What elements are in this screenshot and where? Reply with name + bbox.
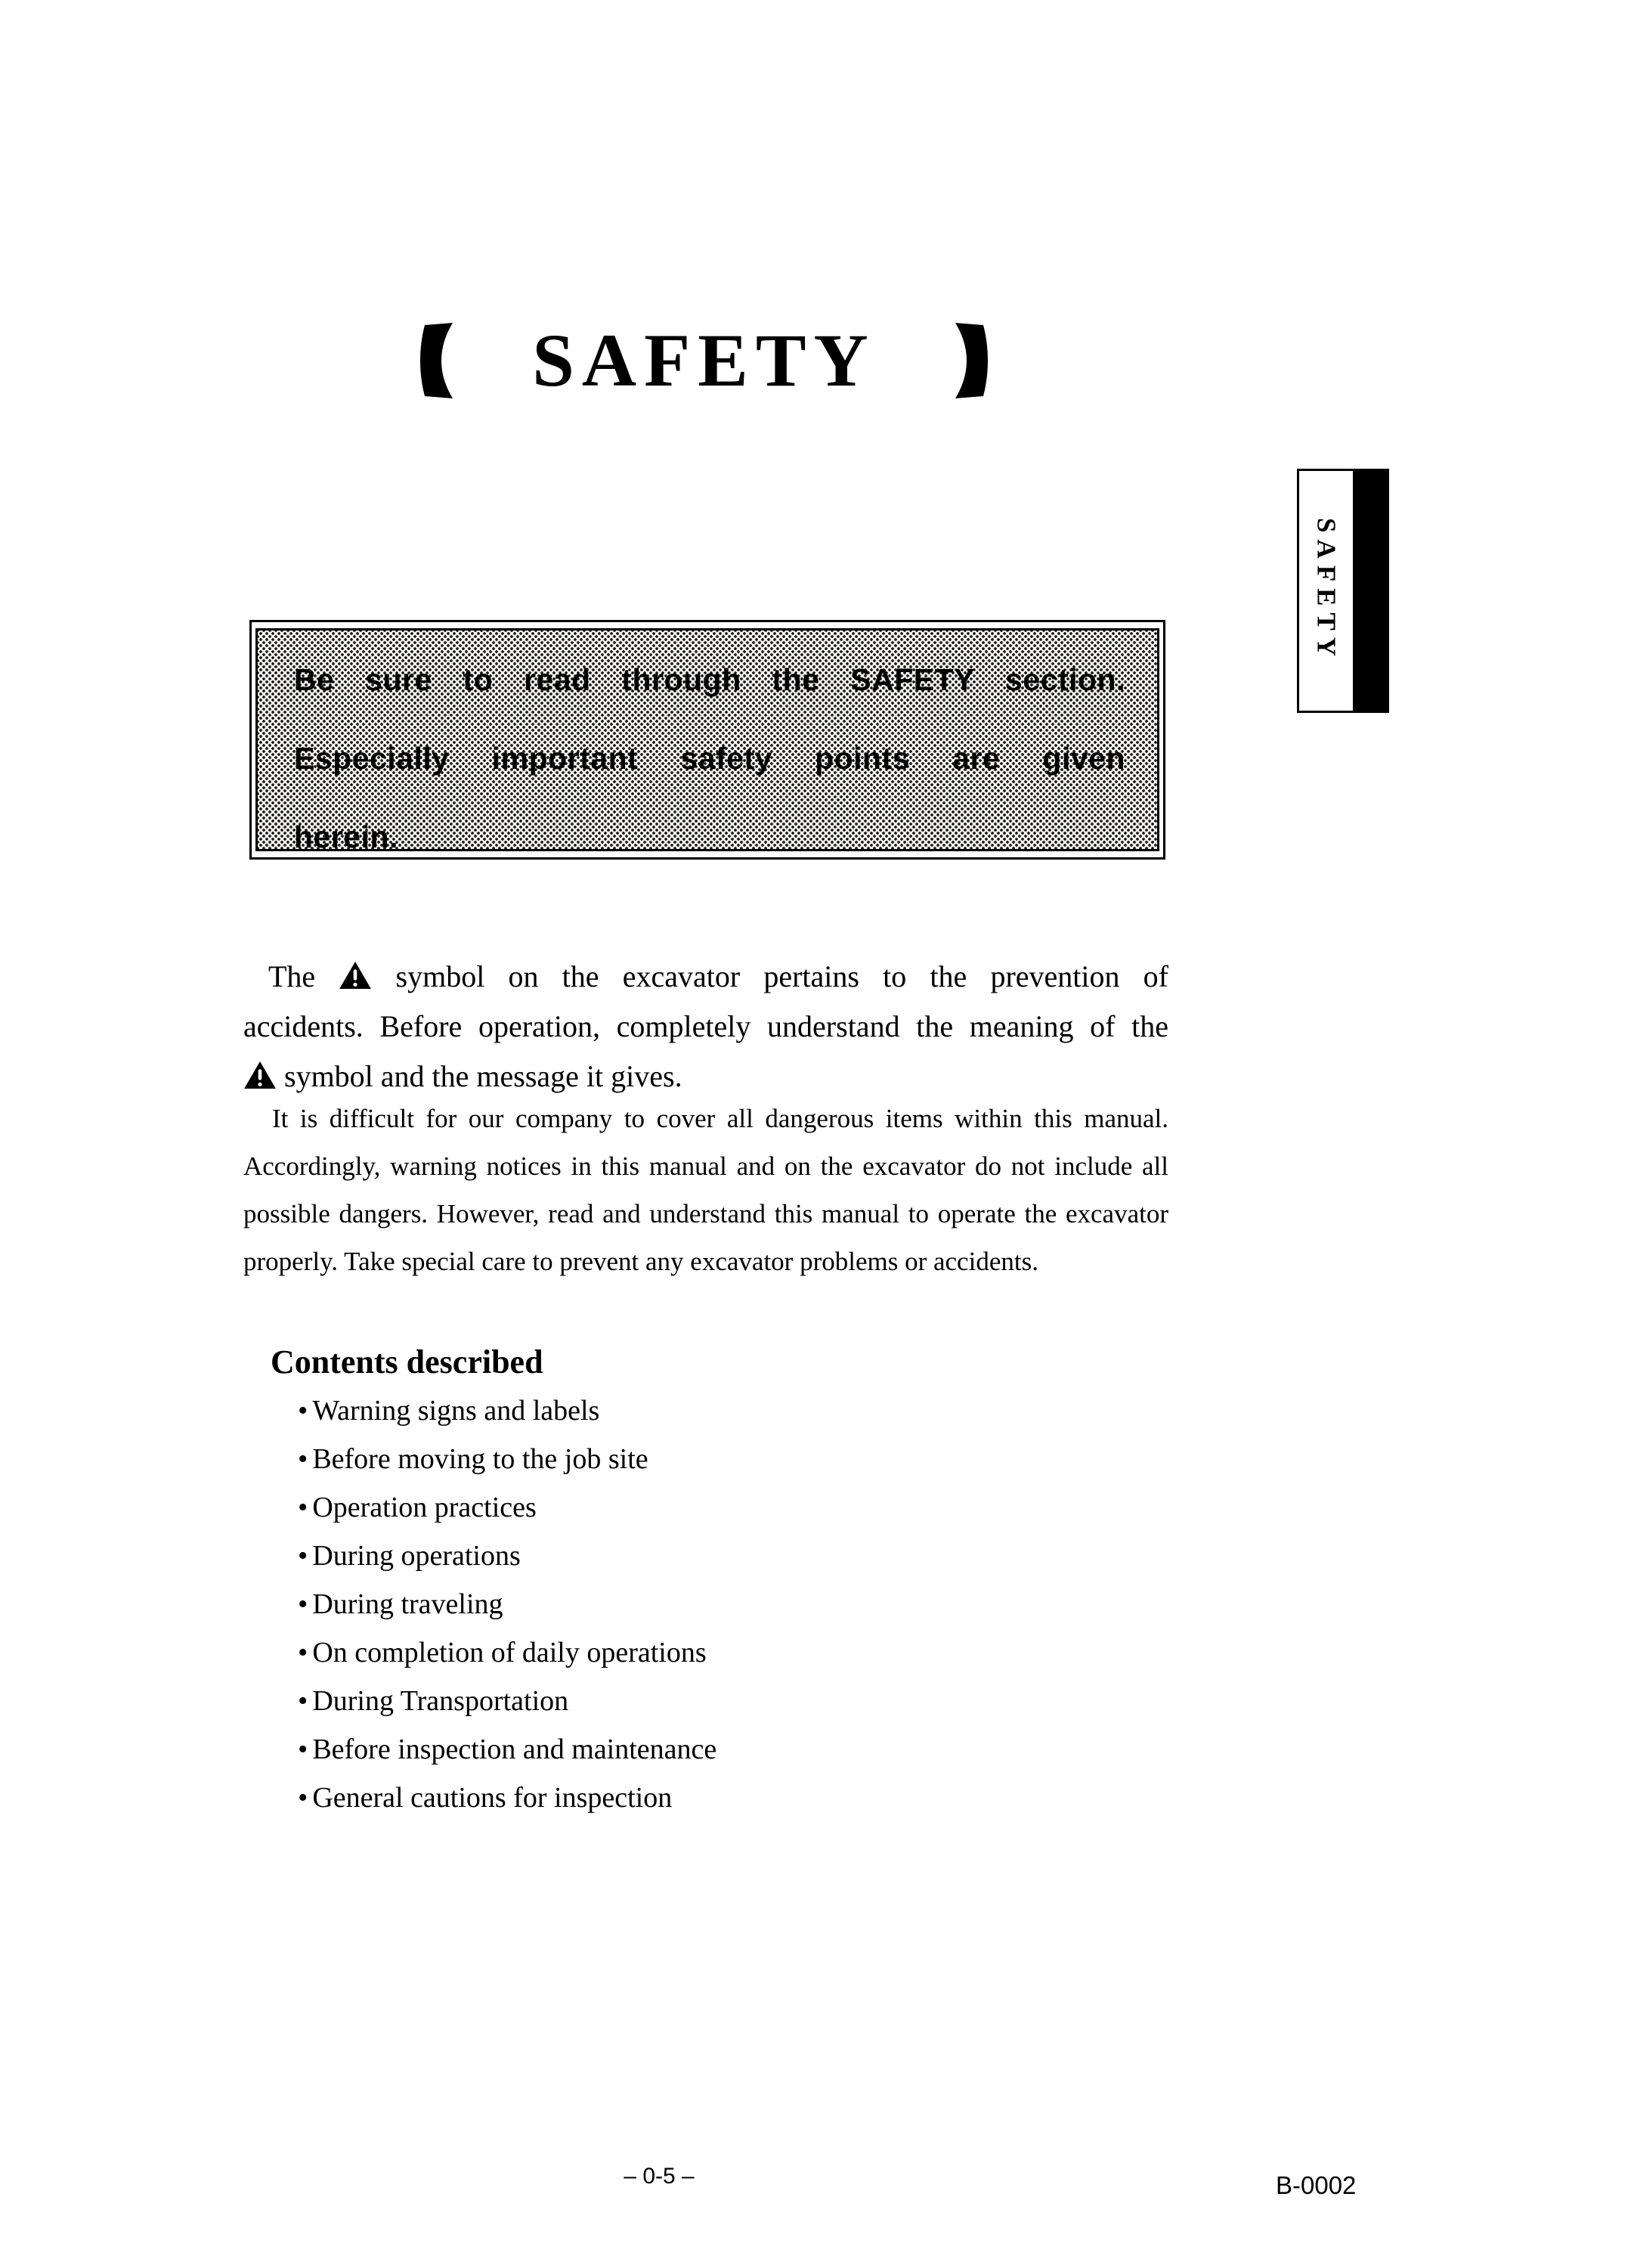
bullet-icon: • (298, 1443, 308, 1475)
list-item (298, 1387, 978, 1435)
bullet-icon: • (298, 1492, 308, 1523)
bullet-icon: • (298, 1637, 308, 1668)
list-item-label: General cautions for inspection (312, 1782, 673, 1814)
bullet-icon: • (298, 1588, 308, 1620)
list-item-label: On completion of daily operations (312, 1637, 707, 1668)
bullet-icon: • (298, 1782, 308, 1814)
paragraph-line (243, 952, 1168, 1002)
safety-notice-box (249, 620, 1165, 860)
bullet-icon: • (298, 1395, 308, 1427)
right-lenticular-bracket-icon (955, 323, 990, 398)
page-title (418, 316, 990, 405)
paragraph-line: Accordingly, warning notices in this manual and on the excavator do not include all (243, 1151, 1168, 1181)
paragraph-text: The (268, 959, 316, 993)
paragraph-manual-coverage (243, 1095, 1168, 1285)
paragraph-line: properly. Take special care to prevent any excavator problems or accidents. (243, 1247, 1038, 1276)
list-item-label: Warning signs and labels (312, 1395, 600, 1427)
paragraph-text: symbol on the excavator pertains to the prevention of (395, 959, 1168, 993)
chapter-tab-index-bar (1353, 471, 1387, 711)
list-item (298, 1580, 978, 1628)
paragraph-text: symbol and the message it gives. (284, 1059, 682, 1093)
list-item (298, 1774, 978, 1822)
list-item (298, 1725, 978, 1774)
list-item-label: During traveling (312, 1588, 503, 1620)
chapter-tab-label-area (1299, 471, 1353, 711)
chapter-tab-safety (1297, 469, 1389, 713)
list-item-label: During operations (312, 1540, 521, 1572)
list-item (298, 1483, 978, 1532)
warning-triangle-icon (243, 1061, 277, 1089)
paragraph-line: possible dangers. However, read and understand this manual to operate the excavator (243, 1199, 1168, 1228)
list-item-label: Before moving to the job site (312, 1443, 648, 1475)
list-item (298, 1677, 978, 1725)
document-code: B-0002 (1276, 2171, 1357, 2199)
warning-triangle-icon (339, 961, 372, 990)
contents-list (298, 1387, 978, 1822)
page-title-text: SAFETY (532, 318, 876, 402)
notice-line-2: Especially important safety points are given (294, 741, 1125, 776)
list-item (298, 1435, 978, 1483)
notice-line-1: Be sure to read through the SAFETY section. (294, 662, 1125, 697)
page-number: – 0-5 – (624, 2164, 695, 2189)
safety-notice-fill (255, 628, 1159, 854)
list-item (298, 1628, 978, 1677)
list-item-label: During Transportation (312, 1685, 569, 1717)
bullet-icon: • (298, 1685, 308, 1717)
bullet-icon: • (298, 1540, 308, 1572)
chapter-tab-label: SAFETY (1311, 518, 1342, 664)
left-lenticular-bracket-icon (418, 323, 453, 398)
list-item-label: Operation practices (312, 1492, 537, 1523)
notice-line-3: herein. (294, 820, 398, 854)
list-item (298, 1532, 978, 1580)
contents-heading: Contents described (271, 1343, 543, 1380)
list-item-label: Before inspection and maintenance (312, 1734, 717, 1765)
paragraph-line: accidents. Before operation, completely understand the meaning of the (243, 1009, 1168, 1043)
paragraph-symbol-meaning (243, 952, 1168, 1101)
bullet-icon: • (298, 1734, 308, 1765)
paragraph-line: It is difficult for our company to cover all dangerous items within this manual. (272, 1104, 1168, 1133)
